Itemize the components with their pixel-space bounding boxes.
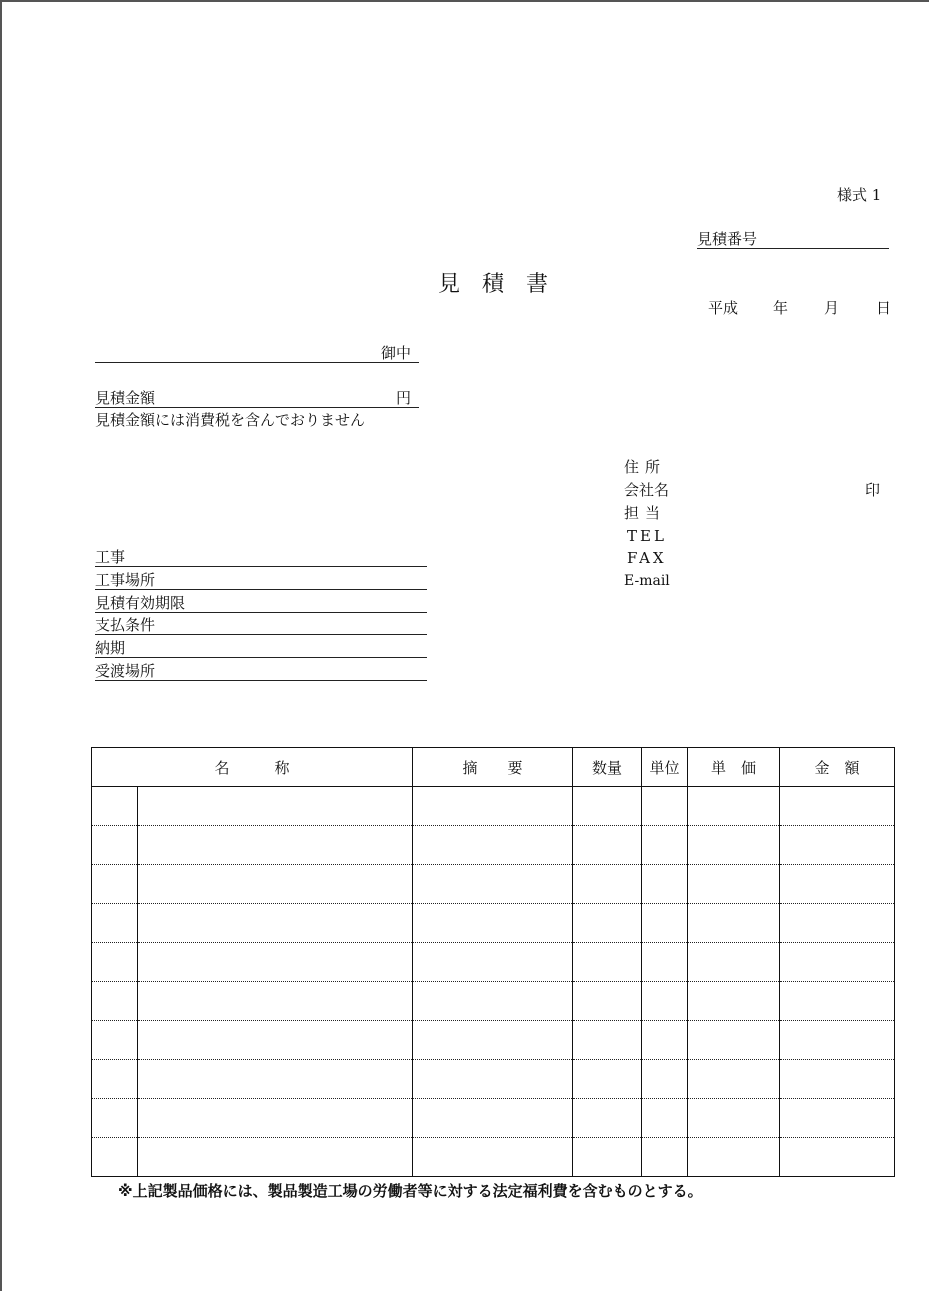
table-cell[interactable] bbox=[688, 1099, 780, 1138]
table-cell[interactable] bbox=[688, 1060, 780, 1099]
table-row bbox=[92, 1021, 895, 1060]
amount-field[interactable] bbox=[95, 387, 419, 408]
table-cell[interactable] bbox=[642, 787, 688, 826]
items-table bbox=[91, 747, 895, 1177]
table-cell[interactable] bbox=[573, 904, 642, 943]
tel-label: TEL bbox=[627, 527, 667, 545]
header-amount: 金 額 bbox=[780, 748, 895, 787]
table-cell[interactable] bbox=[573, 865, 642, 904]
document-title: 見積書 bbox=[438, 272, 571, 297]
table-cell[interactable] bbox=[688, 943, 780, 982]
table-cell[interactable] bbox=[413, 787, 573, 826]
contact-label: 担当 bbox=[624, 504, 667, 522]
table-cell[interactable] bbox=[138, 1099, 413, 1138]
date-era: 平成 bbox=[708, 299, 739, 317]
table-row bbox=[92, 787, 895, 826]
detail-label: 見積有効期限 bbox=[95, 594, 186, 612]
date-day: 日 bbox=[876, 299, 892, 317]
detail-label: 工事場所 bbox=[95, 571, 156, 589]
table-cell[interactable] bbox=[688, 982, 780, 1021]
detail-field-construction[interactable] bbox=[95, 546, 427, 567]
table-cell[interactable] bbox=[138, 787, 413, 826]
company-name-label: 会社名 bbox=[624, 481, 670, 499]
form-label: 様式 1 bbox=[837, 186, 882, 204]
table-cell[interactable] bbox=[780, 904, 895, 943]
detail-field-payment[interactable] bbox=[95, 614, 427, 635]
table-cell[interactable] bbox=[92, 1138, 138, 1177]
table-cell[interactable] bbox=[573, 982, 642, 1021]
table-cell[interactable] bbox=[92, 904, 138, 943]
detail-label: 工事 bbox=[95, 548, 126, 566]
recipient-suffix: 御中 bbox=[380, 344, 411, 362]
table-cell[interactable] bbox=[688, 826, 780, 865]
detail-field-delivery-place[interactable] bbox=[95, 660, 427, 681]
table-cell[interactable] bbox=[138, 1138, 413, 1177]
detail-label: 納期 bbox=[95, 639, 126, 657]
table-cell[interactable] bbox=[573, 1060, 642, 1099]
seal-mark: 印 bbox=[865, 481, 881, 499]
estimate-number-field[interactable] bbox=[697, 228, 889, 249]
recipient-field[interactable] bbox=[95, 342, 419, 363]
table-cell[interactable] bbox=[92, 982, 138, 1021]
table-cell[interactable] bbox=[413, 1099, 573, 1138]
table-cell[interactable] bbox=[642, 1099, 688, 1138]
table-cell[interactable] bbox=[688, 865, 780, 904]
table-cell[interactable] bbox=[573, 1138, 642, 1177]
table-header-row bbox=[92, 748, 895, 787]
table-cell[interactable] bbox=[92, 1099, 138, 1138]
date-year: 年 bbox=[773, 299, 789, 317]
table-body bbox=[92, 787, 895, 1177]
table-cell[interactable] bbox=[413, 943, 573, 982]
table-cell[interactable] bbox=[138, 904, 413, 943]
table-cell[interactable] bbox=[92, 826, 138, 865]
table-cell[interactable] bbox=[138, 943, 413, 982]
table-row bbox=[92, 904, 895, 943]
amount-label: 見積金額 bbox=[95, 389, 156, 407]
detail-field-validity[interactable] bbox=[95, 592, 427, 613]
table-cell[interactable] bbox=[780, 1060, 895, 1099]
table-row bbox=[92, 943, 895, 982]
amount-unit: 円 bbox=[395, 389, 411, 407]
tax-note: 見積金額には消費税を含んでおりません bbox=[95, 411, 366, 429]
table-cell[interactable] bbox=[688, 1138, 780, 1177]
table-cell[interactable] bbox=[92, 1060, 138, 1099]
table-cell[interactable] bbox=[573, 943, 642, 982]
table-cell[interactable] bbox=[573, 1021, 642, 1060]
table-cell[interactable] bbox=[92, 943, 138, 982]
detail-label: 支払条件 bbox=[95, 616, 156, 634]
table-cell[interactable] bbox=[780, 826, 895, 865]
table-cell[interactable] bbox=[642, 904, 688, 943]
table-row bbox=[92, 1060, 895, 1099]
table-cell[interactable] bbox=[642, 1060, 688, 1099]
table-cell[interactable] bbox=[413, 826, 573, 865]
detail-label: 受渡場所 bbox=[95, 662, 156, 680]
table-cell[interactable] bbox=[780, 1099, 895, 1138]
table-row bbox=[92, 826, 895, 865]
table-cell[interactable] bbox=[573, 787, 642, 826]
table-row bbox=[92, 1138, 895, 1177]
table-cell[interactable] bbox=[642, 982, 688, 1021]
header-quantity: 数量 bbox=[573, 748, 642, 787]
estimate-number-label: 見積番号 bbox=[697, 230, 758, 248]
table-cell[interactable] bbox=[138, 865, 413, 904]
header-summary: 摘 要 bbox=[413, 748, 573, 787]
table-cell[interactable] bbox=[688, 904, 780, 943]
table-cell[interactable] bbox=[642, 1021, 688, 1060]
table-cell[interactable] bbox=[642, 1138, 688, 1177]
table-cell[interactable] bbox=[138, 1021, 413, 1060]
table-cell[interactable] bbox=[642, 943, 688, 982]
table-cell[interactable] bbox=[413, 1138, 573, 1177]
table-cell[interactable] bbox=[573, 826, 642, 865]
detail-field-delivery-date[interactable] bbox=[95, 637, 427, 658]
header-unit-price: 単 価 bbox=[688, 748, 780, 787]
table-row bbox=[92, 1099, 895, 1138]
table-cell[interactable] bbox=[413, 904, 573, 943]
table-row bbox=[92, 865, 895, 904]
table-cell[interactable] bbox=[413, 865, 573, 904]
table-cell[interactable] bbox=[413, 1021, 573, 1060]
table-cell[interactable] bbox=[92, 1021, 138, 1060]
table-cell[interactable] bbox=[92, 865, 138, 904]
table-cell[interactable] bbox=[642, 826, 688, 865]
table-cell[interactable] bbox=[138, 982, 413, 1021]
table-row bbox=[92, 982, 895, 1021]
table-cell[interactable] bbox=[413, 982, 573, 1021]
footnote: ※上記製品価格には、製品製造工場の労働者等に対する法定福利費を含むものとする。 bbox=[118, 1182, 703, 1200]
date-month: 月 bbox=[824, 299, 840, 317]
table-cell[interactable] bbox=[780, 787, 895, 826]
table-cell[interactable] bbox=[780, 1021, 895, 1060]
table-cell[interactable] bbox=[688, 787, 780, 826]
table-cell[interactable] bbox=[780, 943, 895, 982]
email-label: E-mail bbox=[624, 573, 670, 589]
table-cell[interactable] bbox=[138, 1060, 413, 1099]
table-cell[interactable] bbox=[780, 865, 895, 904]
address-label: 住所 bbox=[624, 458, 667, 476]
table-cell[interactable] bbox=[688, 1021, 780, 1060]
table-cell[interactable] bbox=[573, 1099, 642, 1138]
table-cell[interactable] bbox=[780, 1138, 895, 1177]
table-cell[interactable] bbox=[138, 826, 413, 865]
table-cell[interactable] bbox=[92, 787, 138, 826]
table-cell[interactable] bbox=[413, 1060, 573, 1099]
fax-label: FAX bbox=[627, 549, 667, 567]
table-cell[interactable] bbox=[780, 982, 895, 1021]
detail-field-site[interactable] bbox=[95, 569, 427, 590]
header-name: 名 称 bbox=[92, 748, 413, 787]
table-cell[interactable] bbox=[642, 865, 688, 904]
header-unit: 単位 bbox=[642, 748, 688, 787]
